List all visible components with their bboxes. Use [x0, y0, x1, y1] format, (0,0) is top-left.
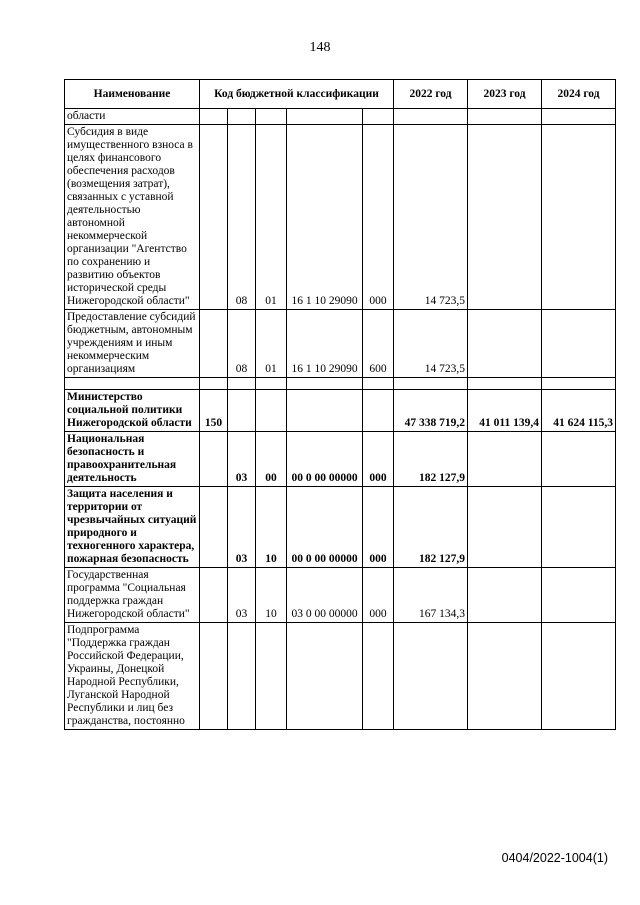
amount-2022: 14 723,5	[394, 125, 468, 310]
table-row	[65, 109, 616, 125]
header-2022: 2022 год	[394, 80, 468, 109]
csr-code: 00 0 00 00000	[287, 487, 363, 568]
vr-code: 000	[363, 432, 394, 487]
header-name: Наименование	[65, 80, 200, 109]
row-name: Подпрограмма "Поддержка граждан Российской Федерации, Украины, Донецкой Народной Республики, Луганской Народной Республики и лиц без гражданства, постоянно	[65, 623, 200, 730]
row-name: Министерство социальной политики Нижегородской области	[65, 390, 200, 432]
row-name: Предоставление субсидий бюджетным, автономным учреждениям и иным некоммерческим организациям	[65, 310, 200, 378]
rz-code: 03	[228, 487, 256, 568]
table-row	[65, 390, 616, 432]
table-row	[65, 487, 616, 568]
amount-2023	[468, 125, 542, 310]
amount-2023	[468, 432, 542, 487]
grbs-code	[200, 109, 228, 125]
amount-2022: 182 127,9	[394, 432, 468, 487]
amount-2024	[542, 109, 616, 125]
vr-code: 000	[363, 568, 394, 623]
budget-table	[64, 79, 616, 730]
grbs-code	[200, 487, 228, 568]
pr-code	[256, 109, 287, 125]
spacer-row	[65, 378, 616, 390]
row-name: Государственная программа "Социальная поддержка граждан Нижегородской области"	[65, 568, 200, 623]
amount-2024	[542, 623, 616, 730]
header-2024: 2024 год	[542, 80, 616, 109]
amount-2023	[468, 568, 542, 623]
pr-code: 00	[256, 432, 287, 487]
page-number: 148	[309, 40, 331, 55]
csr-code	[287, 623, 363, 730]
grbs-code	[200, 568, 228, 623]
amount-2024: 41 624 115,3	[542, 390, 616, 432]
table-row	[65, 568, 616, 623]
csr-code: 00 0 00 00000	[287, 432, 363, 487]
vr-code: 000	[363, 125, 394, 310]
rz-code: 03	[228, 568, 256, 623]
amount-2022: 47 338 719,2	[394, 390, 468, 432]
amount-2022: 167 134,3	[394, 568, 468, 623]
row-name: Субсидия в виде имущественного взноса в целях финансового обеспечения расходов (возмещения затрат), связанных с уставной деятельностью автономной некоммерческой организации "Агентство по сохранению и развитию объектов исторической среды Нижегородской области"	[65, 125, 200, 310]
pr-code	[256, 390, 287, 432]
pr-code: 01	[256, 125, 287, 310]
vr-code	[363, 109, 394, 125]
amount-2023	[468, 109, 542, 125]
pr-code: 10	[256, 568, 287, 623]
csr-code: 16 1 10 29090	[287, 125, 363, 310]
row-name: Национальная безопасность и правоохранительная деятельность	[65, 432, 200, 487]
document-code: 0404/2022-1004(1)	[501, 851, 608, 865]
rz-code: 03	[228, 432, 256, 487]
grbs-code	[200, 432, 228, 487]
pr-code	[256, 623, 287, 730]
csr-code	[287, 390, 363, 432]
table-header-row	[65, 80, 616, 109]
header-code: Код бюджетной классификации	[200, 80, 394, 109]
grbs-code	[200, 310, 228, 378]
table-row	[65, 125, 616, 310]
rz-code	[228, 109, 256, 125]
pr-code: 10	[256, 487, 287, 568]
csr-code: 16 1 10 29090	[287, 310, 363, 378]
grbs-code	[200, 125, 228, 310]
amount-2024	[542, 568, 616, 623]
grbs-code	[200, 623, 228, 730]
amount-2024	[542, 310, 616, 378]
rz-code: 08	[228, 125, 256, 310]
grbs-code: 150	[200, 390, 228, 432]
amount-2024	[542, 487, 616, 568]
rz-code	[228, 390, 256, 432]
vr-code	[363, 390, 394, 432]
vr-code: 000	[363, 487, 394, 568]
vr-code	[363, 623, 394, 730]
amount-2023: 41 011 139,4	[468, 390, 542, 432]
vr-code: 600	[363, 310, 394, 378]
row-name: области	[65, 109, 200, 125]
amount-2024	[542, 432, 616, 487]
table-row	[65, 432, 616, 487]
amount-2022	[394, 623, 468, 730]
amount-2023	[468, 487, 542, 568]
amount-2023	[468, 623, 542, 730]
header-2023: 2023 год	[468, 80, 542, 109]
amount-2022: 14 723,5	[394, 310, 468, 378]
row-name: Защита населения и территории от чрезвычайных ситуаций природного и техногенного характера, пожарная безопасность	[65, 487, 200, 568]
amount-2023	[468, 310, 542, 378]
amount-2022: 182 127,9	[394, 487, 468, 568]
amount-2024	[542, 125, 616, 310]
csr-code	[287, 109, 363, 125]
csr-code: 03 0 00 00000	[287, 568, 363, 623]
amount-2022	[394, 109, 468, 125]
table-row	[65, 623, 616, 730]
rz-code: 08	[228, 310, 256, 378]
rz-code	[228, 623, 256, 730]
pr-code: 01	[256, 310, 287, 378]
table-row	[65, 310, 616, 378]
